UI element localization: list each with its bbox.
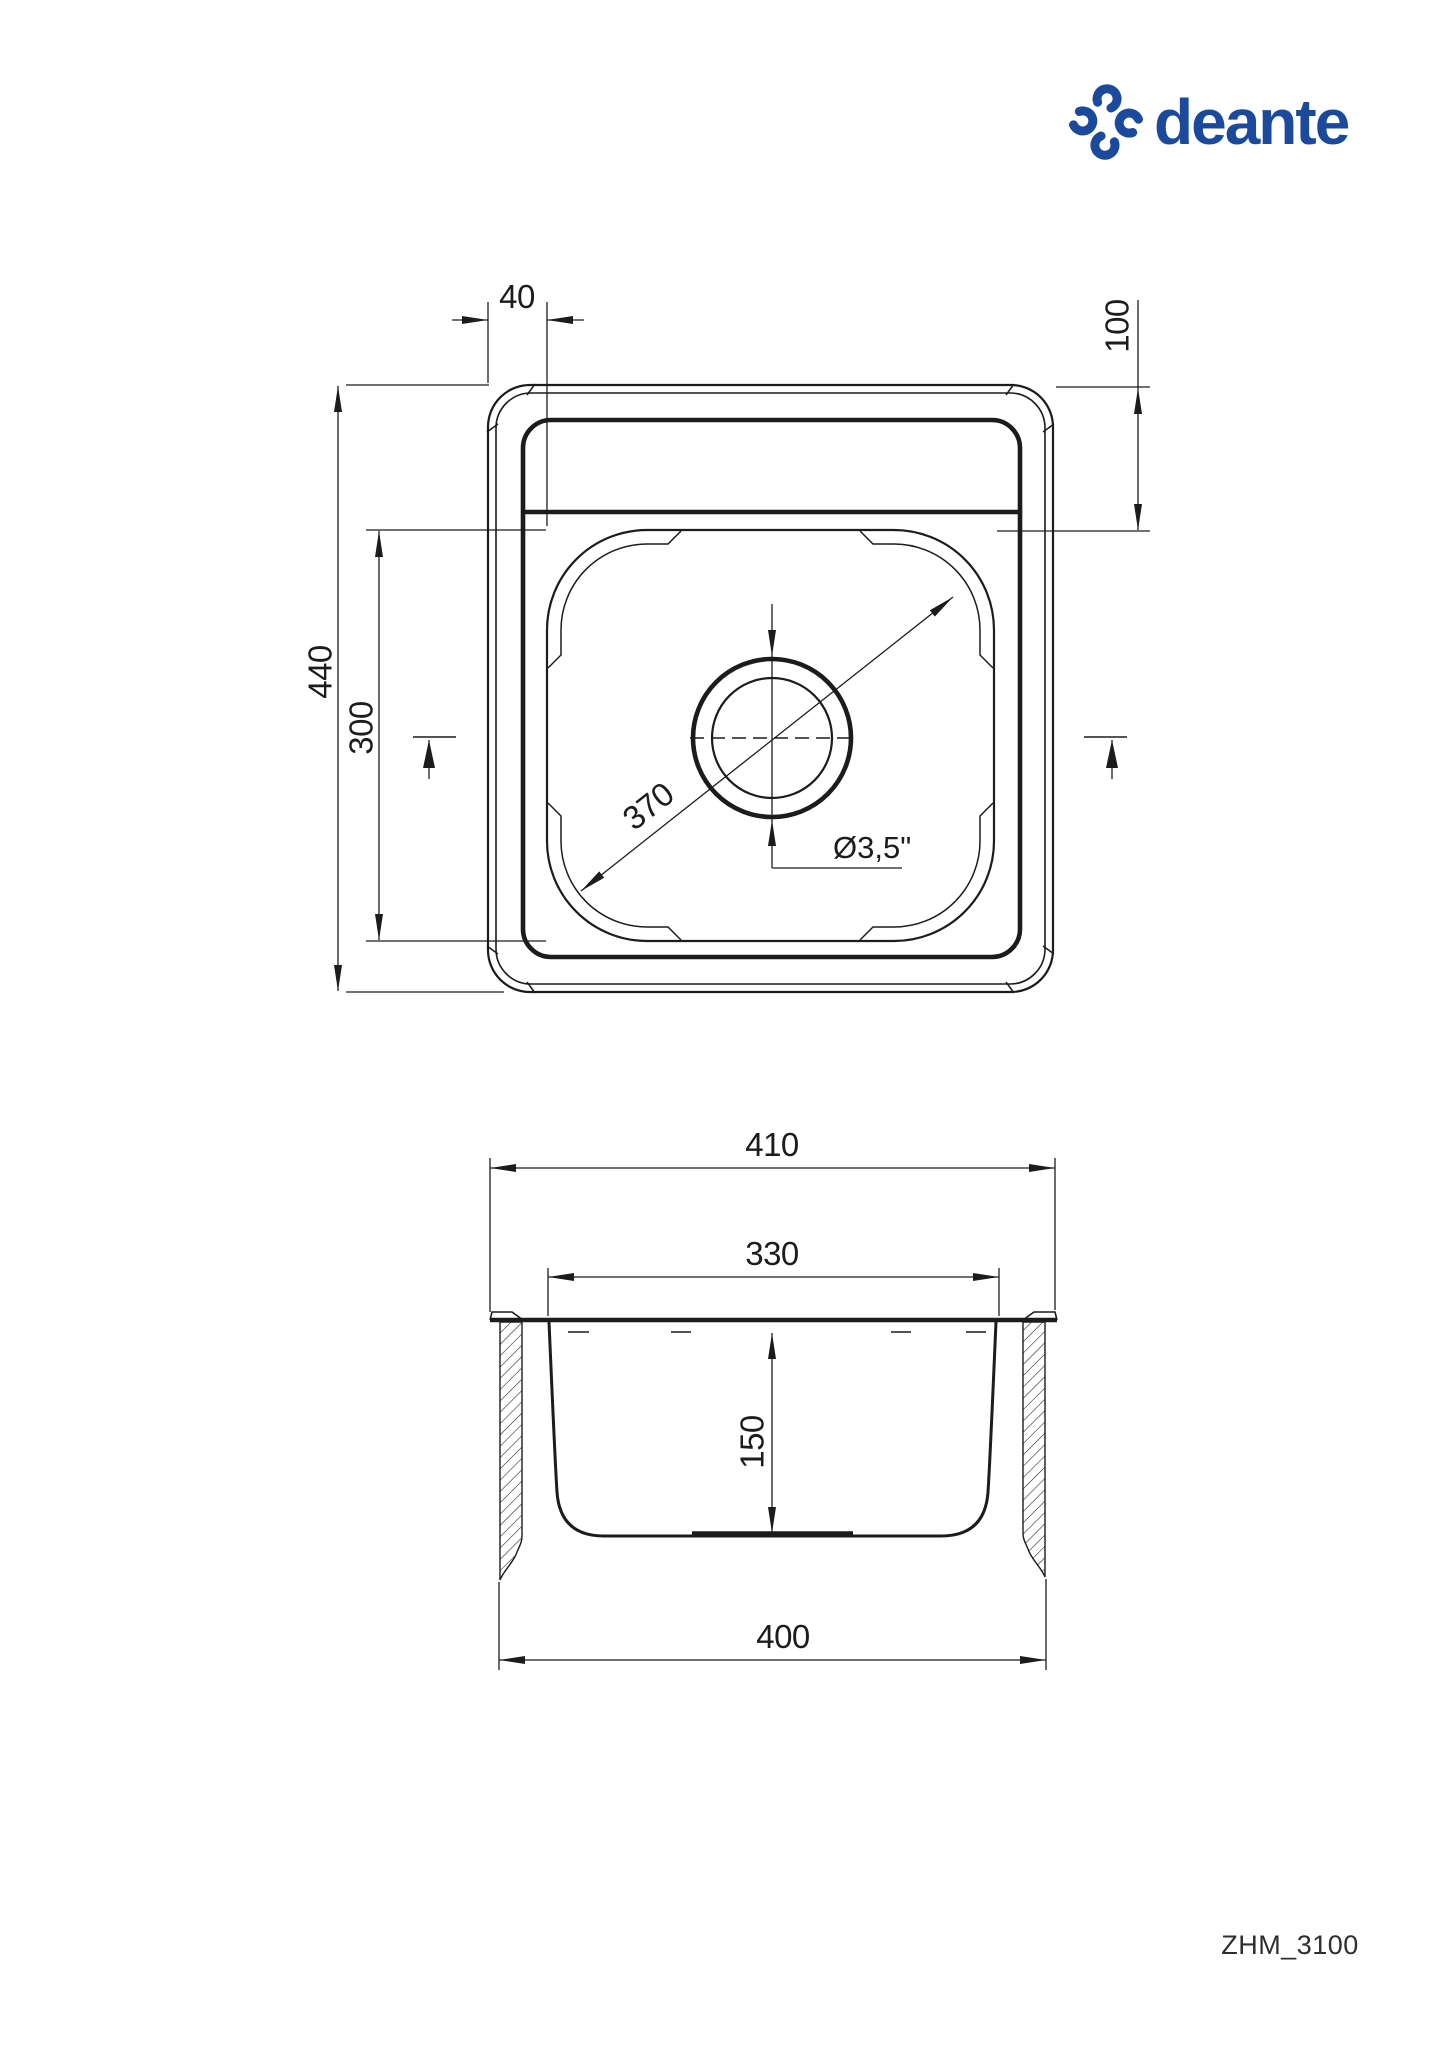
- dim-label-400: 400: [756, 1618, 810, 1655]
- dimension-330: [548, 1235, 999, 1316]
- dim-label-330: 330: [745, 1235, 799, 1272]
- right-level-marker: [1084, 737, 1127, 779]
- side-view: [490, 1126, 1057, 1670]
- bowl-corner-band: [548, 531, 993, 940]
- left-level-marker: [413, 737, 456, 779]
- model-code: ZHM_3100: [1221, 1930, 1359, 1960]
- dim-label-100: 100: [1098, 299, 1136, 353]
- brand-logo: [1068, 84, 1348, 160]
- dimension-410: [490, 1126, 1055, 1312]
- dimension-400: [499, 1579, 1046, 1670]
- bowl-edge: [547, 530, 994, 941]
- dim-label-150: 150: [733, 1415, 771, 1469]
- dim-label-410: 410: [745, 1126, 799, 1163]
- dim-label-40: 40: [499, 278, 535, 315]
- dim-label-370: 370: [615, 774, 681, 838]
- dimension-440: [302, 385, 505, 992]
- countertop-section-right: [1023, 1322, 1045, 1577]
- dim-label-drain: Ø3,5": [833, 830, 912, 865]
- sink-rolled-edge-inner: [496, 393, 1045, 984]
- countertop-section-left: [500, 1322, 522, 1580]
- dim-label-300: 300: [342, 701, 380, 755]
- brand-logo-text: deante: [1154, 86, 1349, 158]
- deante-pinwheel-icon: [1068, 84, 1144, 160]
- dimension-300: [343, 530, 547, 941]
- dim-label-440: 440: [301, 645, 339, 699]
- dimension-40: [452, 278, 584, 526]
- outer-corner-ticks: [487, 384, 1054, 993]
- top-view: [302, 278, 1151, 993]
- sink-outer-edge: [488, 385, 1053, 992]
- dimension-150: [734, 1333, 777, 1533]
